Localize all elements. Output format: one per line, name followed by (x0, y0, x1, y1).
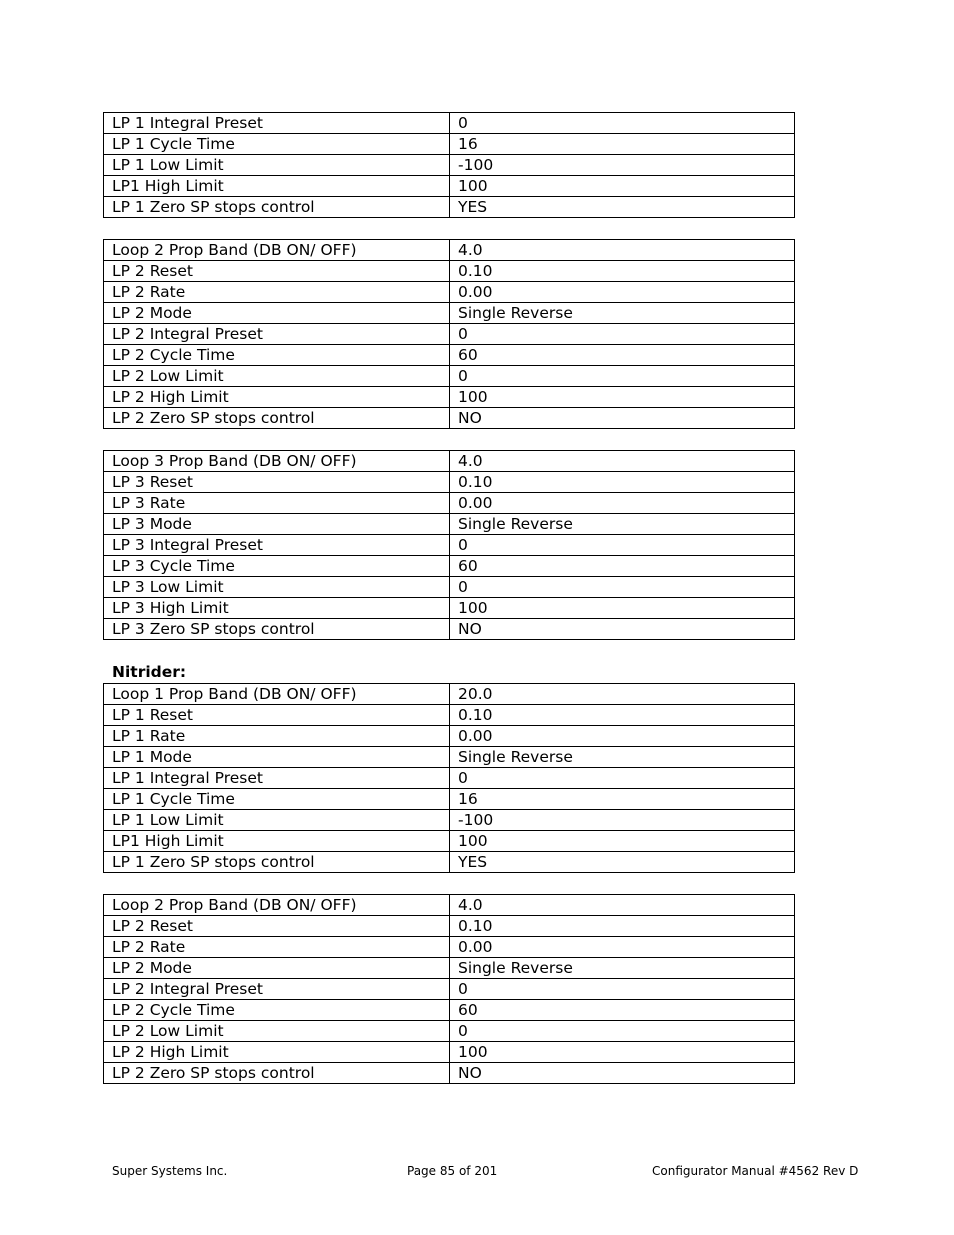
table-row (104, 1021, 795, 1042)
parameter-value-cell: Single Reverse (450, 303, 795, 324)
parameter-table (103, 894, 795, 1084)
parameter-name-cell: LP 2 Rate (104, 937, 450, 958)
parameter-table (103, 239, 795, 429)
parameter-value-cell: 0 (450, 113, 795, 134)
parameter-name-cell: LP 2 Mode (104, 303, 450, 324)
parameter-name-cell: LP 1 Low Limit (104, 810, 450, 831)
parameter-name-cell: LP 2 Zero SP stops control (104, 1063, 450, 1084)
parameter-name-cell: LP 1 Integral Preset (104, 113, 450, 134)
parameter-name-cell: Loop 1 Prop Band (DB ON/ OFF) (104, 684, 450, 705)
parameter-value-cell: 60 (450, 345, 795, 366)
parameter-value-cell: 0.00 (450, 937, 795, 958)
table-row (104, 451, 795, 472)
parameter-value-cell: 100 (450, 598, 795, 619)
parameter-name-cell: LP 2 Cycle Time (104, 1000, 450, 1021)
table-row (104, 1042, 795, 1063)
table-spacer (103, 429, 795, 450)
parameter-name-cell: LP 3 Rate (104, 493, 450, 514)
parameter-name-cell: LP 3 High Limit (104, 598, 450, 619)
parameter-name-cell: LP 3 Reset (104, 472, 450, 493)
table-row (104, 895, 795, 916)
parameter-value-cell: -100 (450, 810, 795, 831)
parameter-name-cell: LP 2 High Limit (104, 387, 450, 408)
parameter-value-cell: Single Reverse (450, 958, 795, 979)
parameter-name-cell: LP 3 Integral Preset (104, 535, 450, 556)
parameter-value-cell: 4.0 (450, 240, 795, 261)
parameter-name-cell: LP 3 Cycle Time (104, 556, 450, 577)
parameter-value-cell: NO (450, 1063, 795, 1084)
parameter-value-cell: 100 (450, 176, 795, 197)
table-row (104, 979, 795, 1000)
table-row (104, 514, 795, 535)
footer-document-title: Configurator Manual #4562 Rev D (652, 1164, 859, 1178)
parameter-value-cell: YES (450, 852, 795, 873)
parameter-value-cell: 0 (450, 577, 795, 598)
table-row (104, 810, 795, 831)
table-row (104, 1063, 795, 1084)
parameter-value-cell: 4.0 (450, 451, 795, 472)
parameter-value-cell: 100 (450, 387, 795, 408)
parameter-value-cell: 0 (450, 979, 795, 1000)
table-row (104, 493, 795, 514)
table-row (104, 577, 795, 598)
parameter-value-cell: 0.10 (450, 705, 795, 726)
table-row (104, 598, 795, 619)
table-row (104, 387, 795, 408)
parameter-value-cell: NO (450, 408, 795, 429)
table-row (104, 556, 795, 577)
parameter-value-cell: 0 (450, 324, 795, 345)
parameter-name-cell: LP1 High Limit (104, 831, 450, 852)
parameter-name-cell: LP 2 Cycle Time (104, 345, 450, 366)
parameter-table (103, 683, 795, 873)
parameter-name-cell: LP 2 Integral Preset (104, 979, 450, 1000)
parameter-value-cell: 4.0 (450, 895, 795, 916)
parameter-value-cell: 100 (450, 1042, 795, 1063)
parameter-tables (103, 112, 795, 1084)
parameter-table (103, 112, 795, 218)
parameter-value-cell: 16 (450, 134, 795, 155)
section-spacer (103, 640, 795, 661)
parameter-value-cell: 16 (450, 789, 795, 810)
parameter-value-cell: 0 (450, 1021, 795, 1042)
parameter-name-cell: Loop 3 Prop Band (DB ON/ OFF) (104, 451, 450, 472)
footer-company: Super Systems Inc. (112, 1164, 228, 1178)
table-row (104, 472, 795, 493)
table-row (104, 705, 795, 726)
table-row (104, 324, 795, 345)
parameter-name-cell: LP 2 High Limit (104, 1042, 450, 1063)
parameter-name-cell: LP 2 Reset (104, 916, 450, 937)
parameter-value-cell: 0.10 (450, 472, 795, 493)
parameter-value-cell: 60 (450, 1000, 795, 1021)
parameter-name-cell: LP 2 Mode (104, 958, 450, 979)
parameter-value-cell: Single Reverse (450, 747, 795, 768)
parameter-value-cell: 0 (450, 366, 795, 387)
table-spacer (103, 873, 795, 894)
parameter-name-cell: LP 1 Cycle Time (104, 789, 450, 810)
parameter-value-cell: Single Reverse (450, 514, 795, 535)
table-row (104, 240, 795, 261)
parameter-name-cell: LP 3 Low Limit (104, 577, 450, 598)
parameter-name-cell: Loop 2 Prop Band (DB ON/ OFF) (104, 240, 450, 261)
parameter-value-cell: 0 (450, 535, 795, 556)
table-row (104, 937, 795, 958)
parameter-name-cell: LP 1 Integral Preset (104, 768, 450, 789)
parameter-value-cell: 0.00 (450, 282, 795, 303)
footer-page-number: Page 85 of 201 (407, 1164, 498, 1178)
table-row (104, 282, 795, 303)
table-row (104, 789, 795, 810)
parameter-name-cell: LP 1 Cycle Time (104, 134, 450, 155)
parameter-name-cell: LP 2 Zero SP stops control (104, 408, 450, 429)
parameter-value-cell: 60 (450, 556, 795, 577)
parameter-name-cell: LP 2 Low Limit (104, 366, 450, 387)
table-row (104, 408, 795, 429)
table-row (104, 1000, 795, 1021)
parameter-value-cell: YES (450, 197, 795, 218)
table-row (104, 852, 795, 873)
parameter-name-cell: Loop 2 Prop Band (DB ON/ OFF) (104, 895, 450, 916)
table-row (104, 916, 795, 937)
parameter-value-cell: 100 (450, 831, 795, 852)
parameter-name-cell: LP 3 Zero SP stops control (104, 619, 450, 640)
table-row (104, 726, 795, 747)
page-footer (0, 1163, 954, 1179)
table-row (104, 303, 795, 324)
parameter-name-cell: LP 1 Zero SP stops control (104, 852, 450, 873)
table-row (104, 535, 795, 556)
parameter-name-cell: LP 1 Low Limit (104, 155, 450, 176)
table-row (104, 113, 795, 134)
table-row (104, 831, 795, 852)
parameter-value-cell: 0.00 (450, 493, 795, 514)
parameter-value-cell: 0.10 (450, 261, 795, 282)
section-heading: Nitrider: (112, 663, 187, 681)
table-row (104, 958, 795, 979)
table-row (104, 155, 795, 176)
parameter-name-cell: LP 3 Mode (104, 514, 450, 535)
table-row (104, 134, 795, 155)
table-row (104, 366, 795, 387)
table-spacer (103, 218, 795, 239)
parameter-name-cell: LP 1 Reset (104, 705, 450, 726)
table-row (104, 768, 795, 789)
table-row (104, 261, 795, 282)
parameter-value-cell: 0 (450, 768, 795, 789)
table-row (104, 684, 795, 705)
parameter-name-cell: LP 1 Mode (104, 747, 450, 768)
table-row (104, 747, 795, 768)
parameter-value-cell: 20.0 (450, 684, 795, 705)
table-row (104, 619, 795, 640)
parameter-name-cell: LP 1 Rate (104, 726, 450, 747)
parameter-name-cell: LP1 High Limit (104, 176, 450, 197)
parameter-name-cell: LP 2 Reset (104, 261, 450, 282)
parameter-name-cell: LP 2 Integral Preset (104, 324, 450, 345)
parameter-name-cell: LP 2 Rate (104, 282, 450, 303)
parameter-name-cell: LP 1 Zero SP stops control (104, 197, 450, 218)
parameter-value-cell: 0.10 (450, 916, 795, 937)
table-row (104, 197, 795, 218)
parameter-value-cell: NO (450, 619, 795, 640)
table-row (104, 345, 795, 366)
table-row (104, 176, 795, 197)
parameter-value-cell: 0.00 (450, 726, 795, 747)
parameter-name-cell: LP 2 Low Limit (104, 1021, 450, 1042)
parameter-table (103, 450, 795, 640)
parameter-value-cell: -100 (450, 155, 795, 176)
